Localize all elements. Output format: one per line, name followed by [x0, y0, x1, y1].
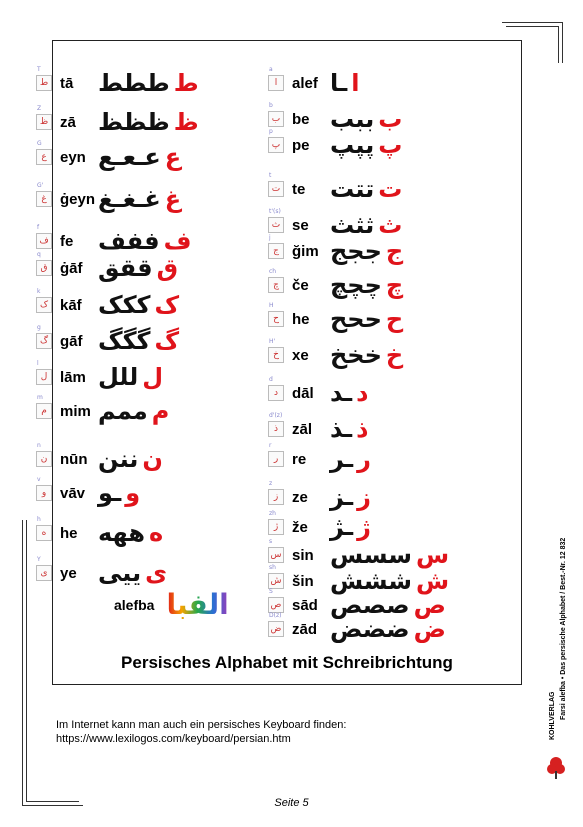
key-glyph: ذ: [273, 424, 278, 434]
right-row: [268, 612, 446, 643]
letter-name: kāf: [60, 296, 82, 314]
letter-isolated-form: ف: [163, 227, 192, 255]
keyboard-key: [268, 338, 284, 363]
keyboard-key: [268, 128, 284, 153]
key-latin-hint: q: [37, 251, 41, 258]
letter-forms: [98, 479, 140, 507]
letter-isolated-form: چ: [385, 271, 404, 299]
key-latin-hint: f: [37, 224, 40, 231]
letter-connected-forms: ببب: [330, 105, 375, 133]
letter-forms: [98, 108, 199, 136]
key-latin-hint: j: [269, 234, 271, 241]
key-glyph: ژ: [273, 522, 279, 532]
key-latin-hint: z: [269, 480, 273, 487]
key-glyph: غ: [41, 194, 47, 204]
letter-name: pe: [292, 136, 310, 154]
letter-name: zāl: [292, 420, 313, 438]
letter-forms: [98, 559, 167, 587]
key-glyph: ق: [40, 263, 48, 273]
letter-forms: [330, 105, 402, 133]
alefba-label: alefba: [114, 596, 155, 613]
letter-forms: [330, 445, 371, 473]
letter-connected-forms: ـژ: [330, 513, 354, 541]
letter-name: sād: [292, 596, 318, 614]
letter-isolated-form: ا: [351, 69, 360, 97]
letter-name: dāl: [292, 384, 314, 402]
letter-name: mim: [60, 402, 91, 420]
key-latin-hint: sh: [269, 564, 276, 571]
left-row: [36, 224, 192, 255]
letter-name: eyn: [60, 148, 86, 166]
keyboard-key: [268, 612, 284, 637]
keyboard-key: [268, 564, 284, 589]
key-glyph: ل: [40, 372, 48, 382]
keyboard-key: [36, 394, 52, 419]
letter-isolated-form: ی: [145, 559, 168, 587]
key-glyph: ن: [40, 454, 48, 464]
left-row: [36, 182, 182, 213]
letter-isolated-form: ط: [173, 69, 199, 97]
right-row: [268, 66, 360, 97]
key-latin-hint: p: [269, 128, 273, 135]
letter-connected-forms: ههه: [98, 519, 146, 547]
keyboard-key: [36, 251, 52, 276]
letter-name: sin: [292, 546, 314, 564]
right-row: [268, 510, 371, 541]
letter-connected-forms: ـز: [330, 483, 354, 511]
key-latin-hint: ch: [269, 268, 277, 275]
page-number: Seite 5: [274, 797, 309, 809]
letter-forms: [330, 379, 368, 407]
keyboard-key: [36, 140, 52, 165]
right-row: [268, 102, 403, 133]
letter-isolated-form: ل: [142, 363, 164, 391]
left-row: [36, 516, 164, 547]
letter-name: te: [292, 180, 306, 198]
key-glyph: س: [270, 550, 282, 560]
key-latin-hint: g: [37, 324, 41, 331]
left-row: [36, 360, 164, 391]
keyboard-key: [36, 288, 52, 313]
letter-name: šin: [292, 572, 314, 590]
keyboard-key: [36, 224, 52, 249]
letter-name: zād: [292, 620, 318, 638]
letter-connected-forms: ششش: [330, 567, 412, 595]
right-row: [268, 172, 403, 203]
letter-name: xe: [292, 346, 309, 364]
letter-isolated-form: ج: [385, 237, 404, 265]
letter-isolated-form: ث: [378, 211, 403, 239]
key-latin-hint: m: [37, 394, 43, 401]
letter-connected-forms: صصص: [330, 591, 410, 619]
letter-connected-forms: ححح: [330, 305, 382, 333]
key-latin-hint: r: [269, 442, 272, 449]
side-caption: Farsi alefba • Das persische Alphabet / Best.-Nr. 12 832: [560, 537, 567, 720]
right-row: [268, 208, 403, 239]
key-glyph: گ: [39, 336, 49, 346]
key-latin-hint: Y: [37, 556, 41, 563]
letter-name: ğim: [292, 242, 319, 260]
keyboard-key: [36, 556, 52, 581]
keyboard-key: [268, 538, 284, 563]
key-latin-hint: t: [269, 172, 272, 179]
key-glyph: ع: [41, 152, 47, 162]
letter-name: ye: [60, 564, 77, 582]
letter-forms: [330, 271, 403, 299]
left-row: [36, 476, 141, 507]
letter-connected-forms: ضضض: [330, 615, 410, 643]
letter-name: tā: [60, 74, 74, 92]
letter-connected-forms: گگگ: [98, 327, 151, 355]
letter-connected-forms: عـعـع: [98, 143, 161, 171]
key-latin-hint: n: [37, 442, 41, 449]
letter-isolated-form: ظ: [173, 108, 199, 136]
key-latin-hint: h: [37, 516, 41, 523]
letter-connected-forms: ججج: [330, 237, 382, 265]
right-row: [268, 376, 369, 407]
letter-forms: [98, 519, 163, 547]
key-glyph: ث: [271, 220, 281, 230]
letter-name: ġāf: [60, 259, 83, 277]
letter-isolated-form: ر: [357, 445, 371, 473]
letter-forms: [98, 445, 163, 473]
letter-isolated-form: ه: [149, 519, 164, 547]
key-glyph: ح: [273, 314, 279, 324]
left-row: [36, 66, 199, 97]
letter-forms: [98, 363, 163, 391]
letter-connected-forms: ققق: [98, 254, 153, 282]
left-row: [36, 251, 179, 282]
letter-connected-forms: پپپ: [330, 131, 375, 159]
letter-isolated-form: ب: [378, 105, 403, 133]
keyboard-key: [268, 480, 284, 505]
letter-name: vāv: [60, 484, 86, 502]
letter-name: fe: [60, 232, 74, 250]
letter-forms: [330, 237, 403, 265]
key-glyph: ص: [270, 600, 282, 610]
letter-connected-forms: چچچ: [330, 271, 382, 299]
alefba-row: [114, 588, 229, 621]
letter-name: alef: [292, 74, 318, 92]
letter-connected-forms: تتت: [330, 175, 375, 203]
letter-name: ze: [292, 488, 308, 506]
keyboard-key: [268, 102, 284, 127]
keyboard-key: [268, 172, 284, 197]
letter-isolated-form: گ: [154, 327, 180, 355]
key-latin-hint: T: [37, 66, 41, 73]
letter-isolated-form: س: [415, 541, 450, 569]
key-latin-hint: b: [269, 102, 273, 109]
page-title: Persisches Alphabet mit Schreibrichtung: [121, 653, 453, 672]
key-latin-hint: s: [269, 538, 273, 545]
letter-name: re: [292, 450, 307, 468]
key-glyph: پ: [271, 140, 281, 150]
key-glyph: ج: [273, 246, 279, 256]
keyboard-key: [36, 476, 52, 501]
keyboard-key: [36, 66, 52, 91]
key-glyph: ز: [273, 492, 279, 502]
key-glyph: خ: [273, 350, 279, 360]
key-glyph: د: [273, 388, 278, 398]
letter-name: nūn: [60, 450, 88, 468]
keyboard-key: [268, 234, 284, 259]
letter-name: be: [292, 110, 310, 128]
letter-isolated-form: ن: [142, 445, 163, 473]
letter-connected-forms: ففف: [98, 227, 160, 255]
note-line-2: https://www.lexilogos.com/keyboard/persian.htm: [56, 733, 291, 745]
letter-forms: [330, 175, 402, 203]
letter-isolated-form: و: [125, 479, 141, 507]
right-row: [268, 442, 371, 473]
left-row: [36, 324, 180, 355]
letter-isolated-form: ش: [415, 567, 450, 595]
letter-forms: [98, 185, 181, 213]
right-row: [268, 480, 371, 511]
letter-name: lām: [60, 368, 86, 386]
letter-isolated-form: ز: [357, 483, 371, 511]
letter-name: he: [60, 524, 78, 542]
letter-isolated-form: ض: [413, 615, 446, 643]
letter-forms: [330, 341, 403, 369]
letter-connected-forms: ـا: [330, 69, 348, 97]
letter-connected-forms: ننن: [98, 445, 139, 473]
key-glyph: و: [41, 488, 47, 498]
keyboard-key: [36, 442, 52, 467]
key-latin-hint: t'(s): [269, 208, 281, 215]
letter-name: he: [292, 310, 310, 328]
letter-connected-forms: ییی: [98, 559, 142, 587]
publisher-name: KOHLVERLAG: [549, 691, 556, 740]
letter-isolated-form: ت: [378, 175, 403, 203]
letter-name: se: [292, 216, 309, 234]
letter-isolated-form: پ: [378, 131, 403, 159]
letter-name: zā: [60, 113, 76, 131]
note-line-1: Im Internet kann man auch ein persisches Keyboard finden:: [56, 719, 347, 731]
publisher-logo-icon: [546, 755, 566, 779]
letter-connected-forms: غـغـغ: [98, 185, 161, 213]
key-glyph: ش: [270, 576, 282, 586]
letter-connected-forms: ـر: [330, 445, 354, 473]
letter-forms: [98, 397, 169, 425]
letter-name: že: [292, 518, 308, 536]
letter-isolated-form: ع: [164, 143, 182, 171]
letter-isolated-form: غ: [164, 185, 182, 213]
key-glyph: ف: [39, 236, 49, 246]
key-latin-hint: H: [269, 302, 274, 309]
letter-forms: [330, 415, 368, 443]
letter-isolated-form: ح: [385, 305, 404, 333]
keyboard-key: [36, 105, 52, 130]
letter-forms: [98, 327, 179, 355]
letter-connected-forms: ـذ: [330, 415, 353, 443]
letter-name: če: [292, 276, 309, 294]
letter-isolated-form: د: [356, 379, 369, 407]
letter-name: gāf: [60, 332, 83, 350]
key-glyph: ط: [39, 78, 49, 88]
letter-forms: [98, 69, 199, 97]
key-glyph: ر: [273, 454, 279, 464]
letter-connected-forms: ططط: [98, 69, 170, 97]
keyboard-key: [268, 268, 284, 293]
keyboard-key: [36, 182, 52, 207]
key-glyph: چ: [273, 280, 279, 290]
keyboard-key: [268, 66, 284, 91]
letter-isolated-form: ق: [156, 254, 179, 282]
letter-forms: [330, 541, 449, 569]
key-latin-hint: zh: [269, 510, 276, 517]
keyboard-note: [56, 718, 346, 746]
key-latin-hint: G: [37, 140, 42, 147]
keyboard-key: [268, 376, 284, 401]
key-glyph: ی: [40, 568, 48, 578]
letter-isolated-form: ک: [154, 291, 180, 319]
letter-isolated-form: م: [151, 397, 170, 425]
letter-forms: [330, 131, 402, 159]
right-row: [268, 338, 404, 369]
keyboard-key: [268, 302, 284, 327]
letter-isolated-form: ص: [413, 591, 446, 619]
key-latin-hint: d: [269, 376, 273, 383]
letter-forms: [98, 291, 179, 319]
key-glyph: ه: [41, 528, 47, 538]
letter-forms: [98, 254, 178, 282]
keyboard-key: [36, 516, 52, 541]
key-glyph: ض: [270, 624, 282, 634]
letter-name: ġeyn: [60, 190, 96, 208]
letter-connected-forms: سسس: [330, 541, 412, 569]
keyboard-key: [36, 324, 52, 349]
letter-connected-forms: ـد: [330, 379, 353, 407]
letter-connected-forms: ظظظ: [98, 108, 170, 136]
keyboard-key: [268, 510, 284, 535]
key-glyph: ک: [39, 300, 49, 310]
key-latin-hint: a: [269, 66, 273, 73]
key-glyph: ت: [271, 184, 281, 194]
letter-forms: [98, 227, 191, 255]
left-row: [36, 394, 170, 425]
left-row: [36, 442, 163, 473]
keyboard-key: [36, 360, 52, 385]
letter-connected-forms: للل: [98, 363, 139, 391]
key-glyph: ظ: [39, 117, 49, 127]
left-row: [36, 105, 199, 136]
key-latin-hint: v: [37, 476, 41, 483]
key-latin-hint: D(z): [269, 612, 282, 619]
right-row: [268, 302, 404, 333]
letter-isolated-form: ژ: [357, 513, 371, 541]
right-row: [268, 412, 369, 443]
letter-forms: [330, 483, 371, 511]
letter-connected-forms: خخخ: [330, 341, 382, 369]
keyboard-key: [268, 208, 284, 233]
letter-connected-forms: ککک: [98, 291, 151, 319]
key-glyph: ب: [271, 114, 281, 124]
letter-forms: [330, 69, 359, 97]
keyboard-key: [268, 412, 284, 437]
letter-forms: [330, 305, 403, 333]
letter-forms: [330, 513, 371, 541]
left-row: [36, 140, 182, 171]
alefba-logo: الفبا: [166, 588, 229, 621]
left-row: [36, 288, 180, 319]
letter-forms: [330, 615, 446, 643]
key-latin-hint: H': [269, 338, 276, 345]
key-glyph: م: [41, 406, 47, 416]
right-row: [268, 128, 403, 159]
key-glyph: ا: [274, 78, 278, 88]
right-row: [268, 268, 404, 299]
key-latin-hint: G': [37, 182, 44, 189]
letter-forms: [98, 143, 181, 171]
letter-connected-forms: ـو: [98, 479, 122, 507]
letter-isolated-form: خ: [385, 341, 404, 369]
key-latin-hint: S: [269, 588, 273, 595]
key-latin-hint: l: [37, 360, 39, 367]
key-latin-hint: Z: [37, 105, 42, 112]
key-latin-hint: d'(z): [269, 412, 283, 419]
key-latin-hint: k: [37, 288, 41, 295]
letter-connected-forms: ممم: [98, 397, 148, 425]
right-row: [268, 234, 404, 265]
left-row: [36, 556, 168, 587]
right-row: [268, 538, 450, 569]
keyboard-key: [268, 588, 284, 613]
letter-connected-forms: ثثث: [330, 211, 375, 239]
letter-forms: [330, 211, 402, 239]
keyboard-key: [268, 442, 284, 467]
letter-isolated-form: ذ: [356, 415, 369, 443]
